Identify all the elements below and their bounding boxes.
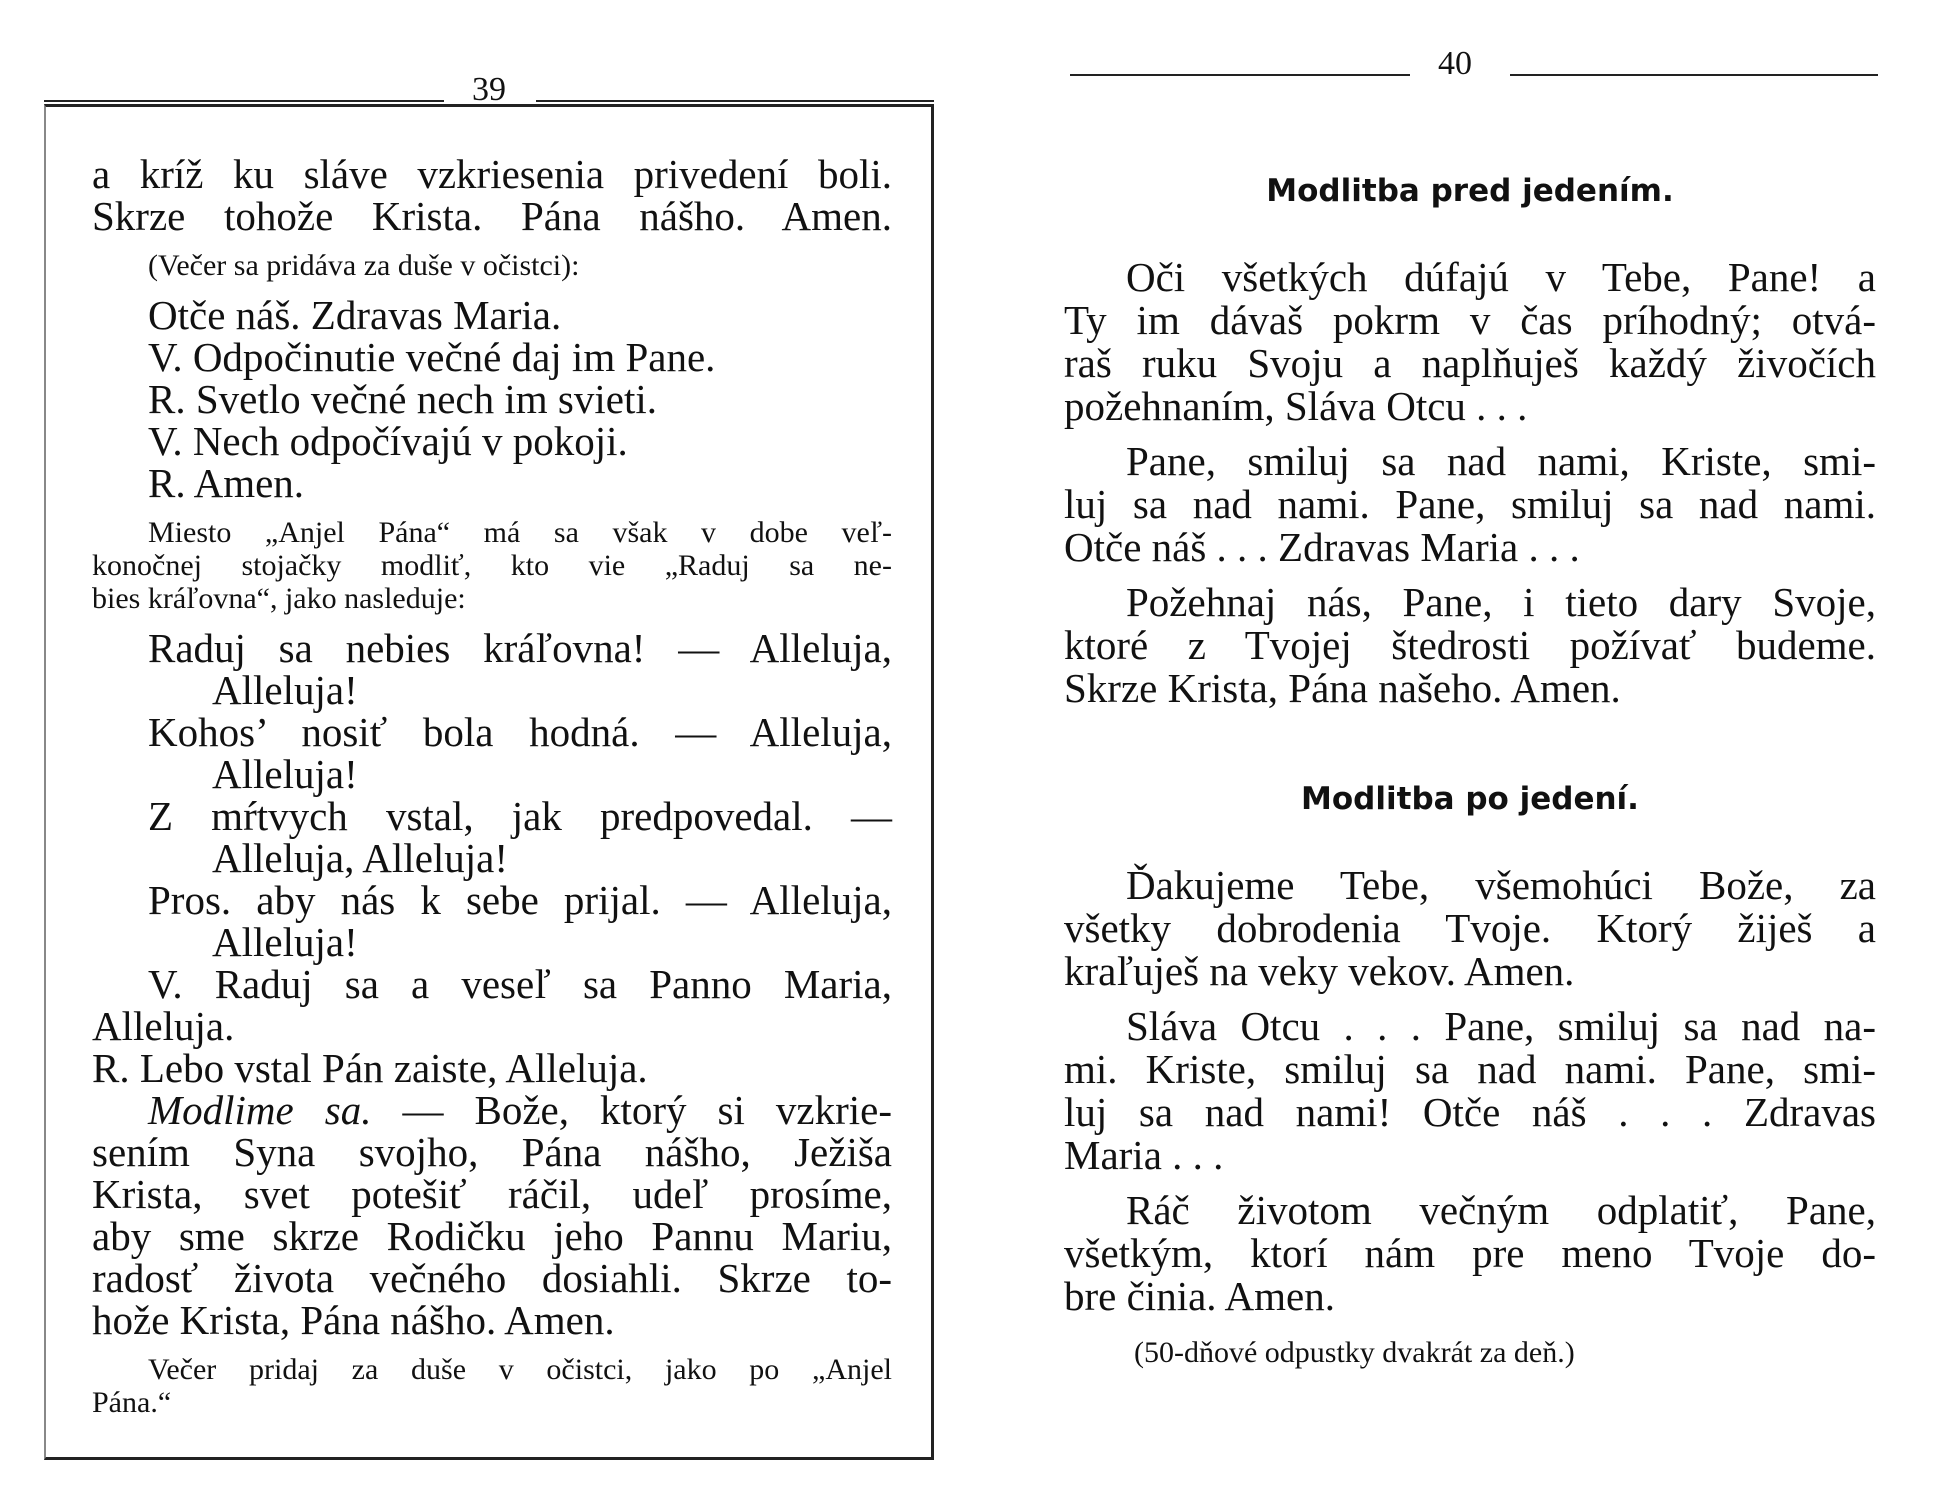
header-rule [1070,74,1410,76]
regina-line: Alleluja! [212,919,358,965]
regina-line: Z mŕtvych vstal, jak predpovedal. — [148,793,892,839]
page-number: 40 [1438,45,1472,82]
text-line: a kríž ku sláve vzkriesenia privedení boli. [92,151,892,197]
versicle: Otče náš. Zdravas Maria. [148,292,562,338]
modlime-label: Modlime sa. [148,1087,372,1133]
prayer-line: radosť života večného dosiahli. Skrze to- [92,1255,892,1301]
left-page-text [92,153,892,1419]
rubric-line: Miesto „Anjel Pána“ má sa však v dobe veľ- [148,516,892,549]
text-line: Ty im dávaš pokrm v čas príhodný; otvá- [1064,297,1876,343]
text-line: luj sa nad nami! Otče náš . . . Zdravas [1064,1089,1876,1135]
text-line: všetky dobrodenia Tvoje. Ktorý žiješ a [1064,905,1876,951]
text-line: luj sa nad nami. Pane, smiluj sa nad nami. [1064,481,1876,527]
header-rule [536,100,934,102]
text-line: Ďakujeme Tebe, všemohúci Bože, za [1126,862,1876,908]
regina-line: Pros. aby nás k sebe prijal. — Alleluja, [148,877,892,923]
closing-line: R. Lebo vstal Pán zaiste, Alleluja. [92,1045,648,1091]
prayer-line: aby sme skrze Rodičku jeho Pannu Mariu, [92,1213,892,1259]
regina-line: Alleluja, Alleluja! [212,835,509,881]
rubric-line: bies kráľovna“, jako nasleduje: [92,582,466,615]
regina-line: Alleluja! [212,751,358,797]
closing-line: V. Raduj sa a veseľ sa Panno Maria, [148,961,892,1007]
regina-line: Alleluja! [212,667,358,713]
modlime-rest: — Bože, ktorý si vzkrie- [402,1087,893,1133]
right-page-text [1064,172,1876,1369]
paragraph [1064,864,1876,993]
paragraph [1064,440,1876,569]
versicle: R. Amen. [148,460,305,506]
text-line: Ráč životom večným odplatiť, Pane, [1126,1187,1876,1233]
text-line: kraľuješ na veky vekov. Amen. [1064,948,1575,994]
text-line: všetkým, ktorí nám pre meno Tvoje do- [1064,1230,1876,1276]
text-line: Skrze Krista, Pána našeho. Amen. [1064,665,1621,711]
text-line: ktoré z Tvojej štedrosti požívať budeme. [1064,622,1876,668]
text-line: bre činia. Amen. [1064,1273,1335,1319]
prayer-line: sením Syna svojho, Pána nášho, Ježiša [92,1129,892,1175]
indulgence-note: (50-dňové odpustky dvakrát za deň.) [1134,1336,1575,1369]
text-line: Otče náš . . . Zdravas Maria . . . [1064,524,1580,570]
closing-line: Alleluja. [92,1003,235,1049]
text-line: Skrze tohože Krista. Pána nášho. Amen. [92,193,892,239]
paragraph [1064,256,1876,428]
prayer-line: hože Krista, Pána nášho. Amen. [92,1297,615,1343]
paragraph [1064,1005,1876,1177]
paragraph [1064,581,1876,710]
text-line: mi. Kriste, smiluj sa nad nami. Pane, smi- [1064,1046,1876,1092]
text-line: Sláva Otcu . . . Pane, smiluj sa nad na- [1126,1003,1876,1049]
final-rubric-line: Pána.“ [92,1386,172,1419]
versicle: V. Odpočinutie večné daj im Pane. [148,334,716,380]
text-line: Pane, smiluj sa nad nami, Kriste, smi- [1126,438,1876,484]
final-rubric-line: Večer pridaj za duše v očistci, jako po „Anjel [148,1353,892,1386]
text-line: Požehnaj nás, Pane, i tieto dary Svoje, [1126,579,1876,625]
prayer-line: Krista, svet potešiť ráčil, udeľ prosíme, [92,1171,892,1217]
text-line: raš ruku Svoju a naplňuješ každý živočích [1064,340,1876,386]
header-rule [1510,74,1878,76]
rubric-line: konočnej stojačky modliť, kto vie „Raduj sa ne- [92,549,892,582]
text-line: Maria . . . [1064,1132,1224,1178]
versicle: V. Nech odpočívajú v pokoji. [148,418,628,464]
page-number: 39 [472,71,506,108]
rubric-note: (Večer sa pridáva za duše v očistci): [148,249,580,282]
paragraph [1064,1189,1876,1318]
versicle: R. Svetlo večné nech im svieti. [148,376,657,422]
header-rule [44,100,444,102]
right-running-header [1070,44,1878,94]
regina-line: Kohos’ nosiť bola hodná. — Alleluja, [148,709,892,755]
modlime-line [92,1089,892,1131]
text-line: požehnaním, Sláva Otcu . . . [1064,383,1528,429]
regina-line: Raduj sa nebies kráľovna! — Alleluja, [148,625,892,671]
section-heading: Modlitba po jedení. [1301,781,1639,817]
text-line: Oči všetkých dúfajú v Tebe, Pane! a [1126,254,1876,300]
section-heading: Modlitba pred jedením. [1266,173,1674,209]
